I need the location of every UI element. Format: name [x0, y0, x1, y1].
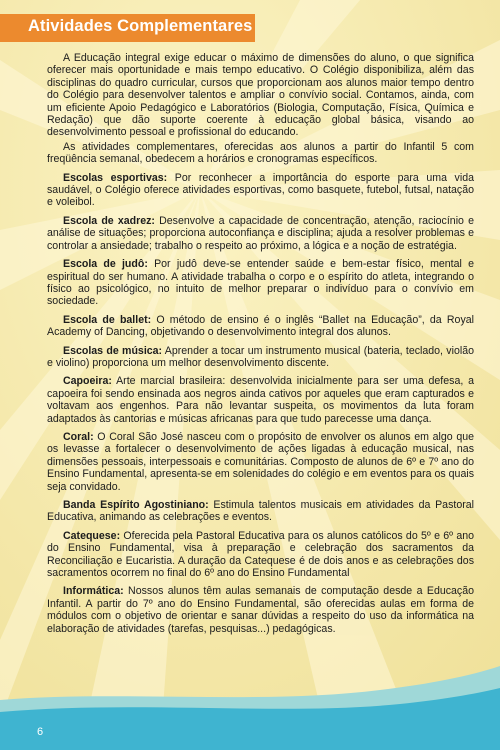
section-capoeira [47, 375, 474, 425]
main-text [47, 52, 474, 641]
section-title: Capoeira: [63, 375, 112, 388]
section-text: O Coral São José nasceu com o propósito de envolver os alunos em algo que os levasse a fortalecer o desenvolvimento de ações ligadas à educação musical, nas dimensões pessoais, interpessoais e comunitárias. Composto de alunos de 6º e 7º ano do Ensino Fundamental, apresenta-se em solenidades do colégio e em eventos para os quais seja convidado. [47, 430, 474, 493]
section-text: O método de ensino é o inglês “Ballet na Educação”, da Royal Academy of Dancing, objetivando o desenvolvimento integral dos alunos. [47, 313, 474, 339]
section-text: Por reconhecer a importância do esporte para uma vida saudável, o Colégio oferece atividades esportivas, como basquete, futebol, futsal, natação e voleibol. [47, 171, 474, 209]
section-coral [47, 431, 474, 493]
section-title: Escola de judô: [63, 258, 148, 271]
section-text: Arte marcial brasileira: desenvolvida inicialmente para ser uma defesa, a capoeira foi sendo ensinada aos negros ainda cativos por aqueles que eram capturados e voltavam aos engenhos. Para não levantar suspeita, os movimentos da luta foram adaptados às cantorias e músicas africanas para que tudo parecesse uma dança. [47, 375, 474, 425]
section-title: Escola de xadrez: [63, 214, 155, 227]
section-escola-ballet [47, 314, 474, 339]
section-text: Oferecida pela Pastoral Educativa para os alunos católicos do 5º e 6º ano do Ensino Fundamental, visa à preparação e celebração dos sacramentos da Reconciliação e Eucaristia. A duração da Catequese é de dois anos e as celebrações dos sacramentos ocorrem no final do 6º ano do Ensino Fundamental [47, 529, 474, 580]
intro-paragraph-2: As atividades complementares, oferecidas aos alunos a partir do Infantil 5 com freqüência semanal, obedecem a horários e cronogramas específicos. [47, 140, 474, 166]
section-text: Por judô deve-se entender saúde e bem-estar físico, mental e espiritual do ser humano. A atividade trabalha o corpo e o espírito do atleta, integrando o físico ao psicológico, no intuito de melhor preparar o indivíduo para o convívio em sociedade. [47, 258, 474, 308]
section-informatica [47, 585, 474, 635]
section-escolas-esportivas [47, 172, 474, 209]
section-title: Escolas esportivas: [63, 171, 168, 184]
section-text: Nossos alunos têm aulas semanais de computação desde a Educação Infantil. A partir do 7º ano do Ensino Fundamental, são oferecidas aulas em forma de módulos com o objetivo de orientar e sanar dúvidas a respeito do uso da informática na elaboração de atividades (tarefas, pesquisas...) pedagógicas. [47, 585, 474, 635]
section-escolas-musica [47, 345, 474, 370]
page-number: 6 [37, 726, 44, 738]
section-title: Coral: [63, 430, 94, 443]
section-title: Catequese: [63, 529, 121, 542]
section-escola-xadrez [47, 215, 474, 252]
section-catequese [47, 530, 474, 580]
section-escola-judo [47, 258, 474, 308]
section-title: Escola de ballet: [63, 313, 152, 326]
section-banda [47, 499, 474, 524]
section-title: Banda Espírito Agostiniano: [63, 499, 209, 511]
section-text: Desenvolve a capacidade de concentração, atenção, raciocínio e análise de situações; proporciona autoconfiança e disciplina; ajuda a resolver problemas e controlar a ansiedade; trabalho o respeito ao próximo, a lógica e a noção de estratégia. [47, 214, 475, 252]
section-title: Escolas de música: [63, 344, 163, 357]
section-header-bar [0, 14, 255, 42]
section-title: Informática: [63, 585, 124, 598]
page-title: Atividades Complementares [28, 17, 253, 35]
section-text: Aprender a tocar um instrumento musical (bateria, teclado, violão e violino) proporciona um melhor desenvolvimento discente. [47, 344, 474, 369]
section-text: Estimula talentos musicais em atividades da Pastoral Educativa, animando as celebrações e eventos. [47, 499, 474, 524]
intro-paragraph-1: A Educação integral exige educar o máximo de dimensões do aluno, o que significa oferecer mais oportunidade e mais tempo educativo. O Colégio disponibiliza, além das disciplinas do quadro curricular, cursos que proporcionam aos alunos maior tempo dentro do Colégio para desenvolver talentos e ampliar o convívio social. Contamos, ainda, com um eficiente Apoio Pedagógico e Laboratórios (Biologia, Computação, Física, Química e Redação) que dão suporte coerente à educação global básica, visando ao desenvolvimento pessoal e profissional do educando. [47, 52, 474, 139]
